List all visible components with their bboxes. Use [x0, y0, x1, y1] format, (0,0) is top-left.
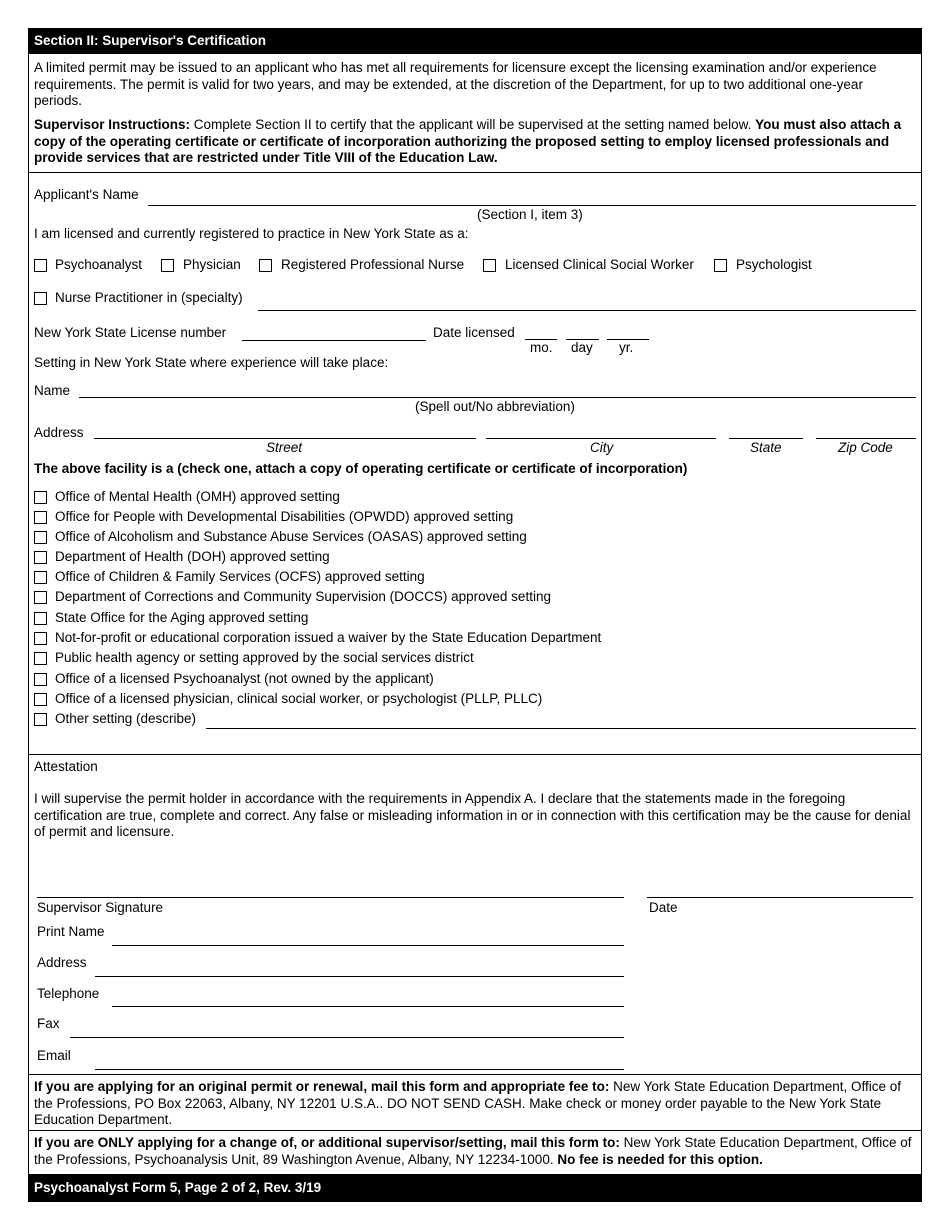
address-part-label: City: [590, 440, 614, 455]
mailing-change-text: New York State Education Department, Office of the Professions, Psychoanalysis Unit, 89 Washington Avenue, Albany, NY 12234-1000.: [34, 1135, 912, 1167]
facility-option: Not-for-profit or educational corporation issued a waiver by the State Education Department: [55, 630, 602, 645]
checkbox-facility-pllc[interactable]: [34, 693, 47, 706]
city-field[interactable]: [486, 438, 716, 439]
mailing-original-bold: If you are applying for an original permit or renewal, mail this form and appropriate fee to:: [34, 1079, 610, 1094]
checkbox-physician[interactable]: [161, 259, 174, 272]
telephone-label: Telephone: [37, 986, 100, 1001]
setting-name-label: Name: [34, 383, 71, 398]
checkbox-facility-doccs[interactable]: [34, 591, 47, 604]
telephone-field[interactable]: [112, 1006, 624, 1007]
facility-option: State Office for the Aging approved setting: [55, 610, 309, 625]
profession-label: Registered Professional Nurse: [281, 257, 465, 272]
state-field[interactable]: [729, 438, 803, 439]
checkbox-lcsw[interactable]: [483, 259, 496, 272]
attestation-text: I will supervise the permit holder in accordance with the requirements in Appendix A. I declare that the statements made in the foregoing certification are true, complete and correct. Any false or misleading information in or in connection with this certification may be the cause for denial of permit and licensure.: [34, 791, 911, 839]
street-field[interactable]: [94, 438, 476, 439]
date-part-label: day: [571, 340, 593, 355]
address-part-label: Zip Code: [838, 440, 893, 455]
mailing-change-bold-end: No fee is needed for this option.: [557, 1151, 763, 1167]
supervisor-address-field[interactable]: [95, 976, 624, 977]
fax-label: Fax: [37, 1016, 60, 1031]
facility-option: Public health agency or setting approved by the social services district: [55, 650, 474, 665]
signature-label: Supervisor Signature: [37, 900, 164, 915]
np-label: Nurse Practitioner in (specialty): [55, 290, 243, 305]
instructions-label: Supervisor Instructions:: [34, 117, 191, 132]
mailing-original-text: New York State Education Department, Office of the Professions, PO Box 22063, Albany, NY 12201 U.S.A.. DO NOT SEND CASH. Make check or money order payable to the New York State Education Department.: [34, 1079, 902, 1127]
checkbox-facility-public-health[interactable]: [34, 652, 47, 665]
mailing-change: [34, 1135, 914, 1168]
profession-label: Psychologist: [736, 257, 812, 272]
checkbox-nurse-practitioner[interactable]: [34, 292, 47, 305]
checkbox-psychologist[interactable]: [714, 259, 727, 272]
setting-name-field[interactable]: [79, 397, 916, 398]
facility-option: Office of Alcoholism and Substance Abuse Services (OASAS) approved setting: [55, 529, 527, 544]
profession-label: Physician: [183, 257, 241, 272]
checkbox-facility-oasas[interactable]: [34, 531, 47, 544]
divider: [28, 172, 922, 173]
supervisor-address-label: Address: [37, 955, 87, 970]
divider: [28, 1130, 922, 1131]
email-label: Email: [37, 1048, 71, 1063]
date-licensed-label: Date licensed: [433, 325, 515, 340]
facility-option: Department of Health (DOH) approved setting: [55, 549, 330, 564]
print-name-label: Print Name: [37, 924, 105, 939]
print-name-field[interactable]: [112, 945, 624, 946]
checkbox-registered-nurse[interactable]: [259, 259, 272, 272]
zip-field[interactable]: [816, 438, 916, 439]
setting-statement: Setting in New York State where experience will take place:: [34, 355, 389, 370]
checkbox-facility-waiver[interactable]: [34, 632, 47, 645]
email-field[interactable]: [95, 1069, 624, 1070]
mailing-change-bold: If you are ONLY applying for a change of, or additional supervisor/setting, mail this form to:: [34, 1135, 620, 1150]
footer-bar: [28, 1174, 922, 1202]
date-label: Date: [649, 900, 678, 915]
facility-heading: The above facility is a (check one, attach a copy of operating certificate or certificate of incorporation): [34, 461, 688, 476]
licensed-statement: I am licensed and currently registered to practice in New York State as a:: [34, 226, 469, 241]
divider: [28, 1074, 922, 1075]
setting-name-hint: (Spell out/No abbreviation): [415, 399, 575, 414]
mailing-original: [34, 1079, 914, 1129]
profession-label: Psychoanalyst: [55, 257, 143, 272]
checkbox-facility-psychoanalyst[interactable]: [34, 673, 47, 686]
facility-option: Office of a licensed Psychoanalyst (not owned by the applicant): [55, 671, 434, 686]
signature-date-field[interactable]: [647, 897, 913, 898]
checkbox-facility-doh[interactable]: [34, 551, 47, 564]
instructions-bold: You must also attach a copy of the operating certificate or certificate of incorporation authorizing the proposed setting to employ licensed professionals and provide services that are restricted under Title VIII of the Education Law.: [34, 117, 902, 165]
facility-option: Office for People with Developmental Disabilities (OPWDD) approved setting: [55, 509, 514, 524]
divider: [28, 754, 922, 755]
facility-option: Office of Children & Family Services (OCFS) approved setting: [55, 569, 425, 584]
address-part-label: State: [750, 440, 782, 455]
supervisor-instructions: [34, 117, 914, 167]
instructions-text: Complete Section II to certify that the applicant will be supervised at the setting named below.: [190, 117, 756, 132]
checkbox-facility-other[interactable]: [34, 713, 47, 726]
section-title: Section II: Supervisor's Certification: [34, 33, 267, 48]
np-specialty-field[interactable]: [258, 310, 916, 311]
checkbox-facility-opwdd[interactable]: [34, 511, 47, 524]
applicant-name-label: Applicant's Name: [34, 187, 139, 202]
date-part-label: yr.: [619, 340, 634, 355]
signature-field[interactable]: [37, 897, 624, 898]
checkbox-facility-omh[interactable]: [34, 491, 47, 504]
other-setting-field[interactable]: [206, 728, 916, 729]
address-part-label: Street: [266, 440, 303, 455]
intro-text: A limited permit may be issued to an applicant who has met all requirements for licensure except the licensing examination and/or experience requirements. The permit is valid for two years, and may be extended, at the discretion of the Department, for up to two additional one-year periods.: [34, 60, 877, 108]
applicant-name-hint: (Section I, item 3): [477, 207, 583, 222]
facility-option: Office of Mental Health (OMH) approved setting: [55, 489, 340, 504]
address-label: Address: [34, 425, 84, 440]
checkbox-facility-aging[interactable]: [34, 612, 47, 625]
checkbox-psychoanalyst[interactable]: [34, 259, 47, 272]
checkbox-facility-ocfs[interactable]: [34, 571, 47, 584]
profession-label: Licensed Clinical Social Worker: [505, 257, 694, 272]
section-header: [28, 28, 922, 54]
license-number-label: New York State License number: [34, 325, 227, 340]
facility-option: Department of Corrections and Community Supervision (DOCCS) approved setting: [55, 589, 551, 604]
license-number-field[interactable]: [242, 340, 426, 341]
applicant-name-field[interactable]: [148, 205, 916, 206]
facility-option: Office of a licensed physician, clinical social worker, or psychologist (PLLP, PLLC): [55, 691, 543, 706]
attestation-heading: Attestation: [34, 759, 98, 774]
fax-field[interactable]: [70, 1037, 624, 1038]
date-part-label: mo.: [530, 340, 553, 355]
facility-option: Other setting (describe): [55, 711, 197, 726]
footer-text: Psychoanalyst Form 5, Page 2 of 2, Rev. 3/19: [34, 1180, 322, 1195]
